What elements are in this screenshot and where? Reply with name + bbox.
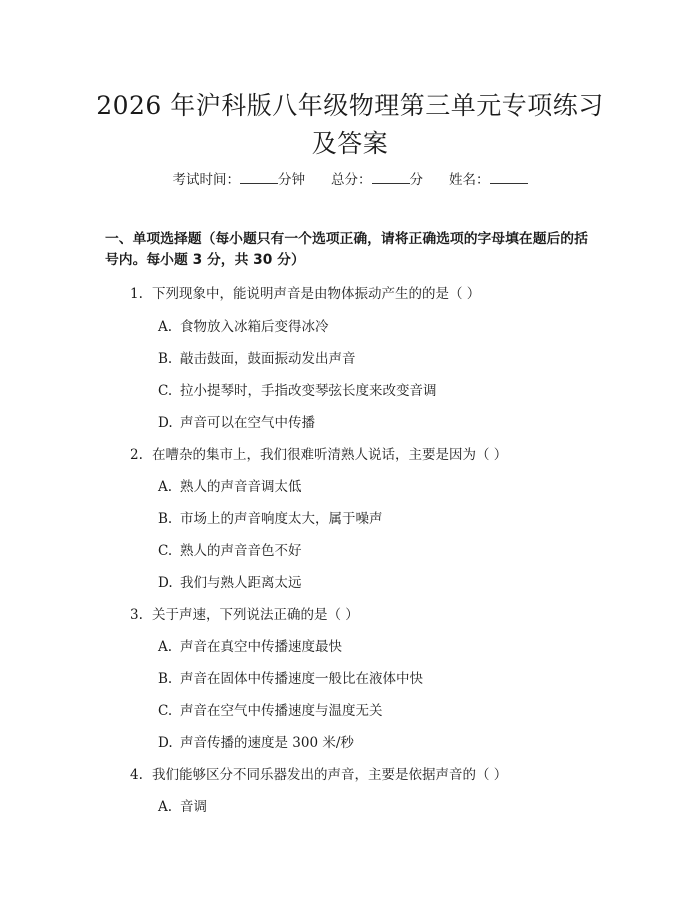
question-text: 我们能够区分不同乐器发出的声音，主要是依据声音的（ ）	[152, 767, 508, 783]
question-2-option-a	[158, 475, 302, 495]
question-2	[130, 443, 507, 463]
option-label: C.	[158, 703, 173, 719]
question-3	[130, 603, 359, 623]
document-title-line-2: 及答案	[311, 129, 389, 158]
option-label: A.	[158, 639, 173, 655]
option-label: A.	[158, 319, 173, 335]
option-label: A.	[158, 799, 173, 815]
question-text: 下列现象中，能说明声音是由物体振动产生的的是（ ）	[152, 286, 481, 302]
option-text: 声音在真空中传播速度最快	[180, 639, 342, 655]
question-text: 关于声速，下列说法正确的是（ ）	[152, 607, 359, 623]
option-text: 熟人的声音音色不好	[180, 543, 302, 559]
option-label: C.	[158, 543, 173, 559]
option-text: 敲击鼓面，鼓面振动发出声音	[180, 351, 356, 367]
question-number: 1.	[130, 286, 143, 302]
option-label: A.	[158, 479, 173, 495]
option-label: C.	[158, 383, 173, 399]
name-label: 姓名：	[449, 172, 490, 188]
time-label: 考试时间：	[172, 172, 240, 188]
question-4	[130, 763, 507, 783]
score-blank	[372, 171, 410, 184]
question-1-option-a	[158, 315, 329, 335]
question-text: 在嘈杂的集市上，我们很难听清熟人说话，主要是因为（ ）	[152, 447, 508, 463]
question-2-option-c	[158, 539, 302, 559]
score-label: 总分：	[331, 172, 372, 188]
question-3-option-d	[158, 731, 354, 751]
option-text: 食物放入冰箱后变得冰冷	[180, 319, 329, 335]
option-text: 拉小提琴时，手指改变琴弦长度来改变音调	[180, 383, 437, 399]
document-title-line-1: 2026 年沪科版八年级物理第三单元专项练习	[96, 91, 604, 120]
score-unit: 分	[409, 172, 423, 188]
question-3-option-a	[158, 635, 342, 655]
option-label: B.	[158, 351, 173, 367]
question-1-option-b	[158, 347, 356, 367]
section-heading-single-choice: 一、单项选择题（每小题只有一个选项正确，请将正确选项的字母填在题后的括号内。每小题 3 分，共 30 分）	[105, 231, 588, 268]
option-text: 声音传播的速度是 300 米/秒	[180, 735, 354, 751]
question-3-option-b	[158, 667, 423, 687]
question-1	[130, 282, 480, 302]
question-number: 4.	[130, 767, 143, 783]
option-text: 声音在固体中传播速度一般比在液体中快	[180, 671, 423, 687]
time-unit: 分钟	[278, 172, 305, 188]
option-label: D.	[158, 575, 173, 591]
question-3-option-c	[158, 699, 383, 719]
option-text: 音调	[180, 799, 207, 815]
question-1-option-c	[158, 379, 437, 399]
option-text: 声音可以在空气中传播	[180, 415, 315, 431]
option-label: B.	[158, 511, 173, 527]
option-label: D.	[158, 735, 173, 751]
option-text: 熟人的声音音调太低	[180, 479, 302, 495]
name-blank	[490, 171, 528, 184]
question-1-option-d	[158, 411, 315, 431]
question-number: 2.	[130, 447, 143, 463]
question-2-option-d	[158, 571, 302, 591]
question-2-option-b	[158, 507, 383, 527]
option-label: B.	[158, 671, 173, 687]
option-text: 市场上的声音响度太大，属于噪声	[180, 511, 383, 527]
option-text: 我们与熟人距离太远	[180, 575, 302, 591]
exam-info-line	[0, 168, 700, 188]
option-text: 声音在空气中传播速度与温度无关	[180, 703, 383, 719]
time-blank	[240, 171, 278, 184]
question-number: 3.	[130, 607, 143, 623]
question-4-option-a	[158, 795, 207, 815]
option-label: D.	[158, 415, 173, 431]
